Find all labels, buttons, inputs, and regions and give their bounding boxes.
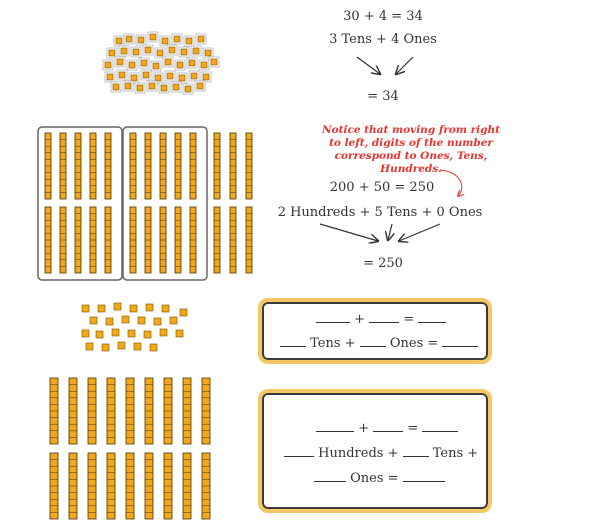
tens-label: Tens + [310, 336, 356, 351]
one-cube [189, 60, 195, 66]
ten-rod [145, 453, 153, 519]
one-cube [162, 38, 168, 44]
blank-tens-number[interactable] [373, 419, 403, 432]
one-cube [167, 73, 173, 79]
one-cube [117, 59, 123, 65]
one-cube [201, 62, 207, 68]
ten-rod [50, 453, 58, 519]
one-cube [112, 329, 119, 336]
exercise1-box [258, 298, 492, 364]
tens-label: Tens + [432, 446, 479, 461]
ones-cluster-example1 [103, 32, 219, 94]
tens-rods-exercise2 [50, 378, 210, 519]
one-cube [180, 309, 187, 316]
ten-rod [105, 207, 111, 273]
one-cube [129, 62, 135, 68]
one-cube [128, 330, 135, 337]
blank-hundreds-count[interactable] [284, 444, 314, 457]
blank-total[interactable] [422, 419, 458, 432]
one-cube [176, 330, 183, 337]
blank-tens-count[interactable] [403, 444, 429, 457]
ten-rod [75, 207, 81, 273]
one-cube [155, 75, 161, 81]
blank-ones-count[interactable] [360, 334, 386, 347]
ten-rod [50, 378, 58, 444]
one-cube [169, 47, 175, 53]
one-cube [197, 83, 203, 89]
ten-rod [164, 378, 172, 444]
ten-rod [90, 133, 96, 199]
ten-rod [160, 133, 166, 199]
one-cube [138, 317, 145, 324]
one-cube [205, 50, 211, 56]
one-cube [150, 34, 156, 40]
one-cube [145, 47, 151, 53]
ten-rod [246, 207, 252, 273]
ten-rod [105, 133, 111, 199]
example2-result: = 250 [363, 256, 403, 271]
example1-place-values: 3 Tens + 4 Ones [329, 32, 437, 47]
blank-total[interactable] [418, 310, 446, 323]
one-cube [134, 343, 141, 350]
ten-rod [130, 133, 136, 199]
one-cube [96, 331, 103, 338]
ones-cluster-exercise1 [82, 303, 187, 351]
blank-tens-count[interactable] [280, 334, 306, 347]
one-cube [105, 62, 111, 68]
ten-rod [107, 453, 115, 519]
ten-rod [60, 207, 66, 273]
ones-label: Ones = [389, 336, 439, 351]
one-cube [122, 316, 129, 323]
example2-equation: 200 + 50 = 250 [329, 180, 435, 195]
ten-rod [145, 378, 153, 444]
ten-rod [60, 133, 66, 199]
ten-rod [75, 133, 81, 199]
ten-rod [69, 453, 77, 519]
one-cube [131, 75, 137, 81]
ten-rod [175, 207, 181, 273]
one-cube [181, 49, 187, 55]
blank-tens-number[interactable] [316, 310, 350, 323]
ten-rod [202, 378, 210, 444]
ten-rod [183, 453, 191, 519]
ones-label: Ones = [350, 471, 399, 486]
ten-rod [90, 207, 96, 273]
blank-ones-number[interactable] [369, 310, 399, 323]
plus-sign: + [358, 421, 370, 436]
one-cube [186, 38, 192, 44]
ten-rod [175, 133, 181, 199]
one-cube [130, 305, 137, 312]
one-cube [90, 317, 97, 324]
arrow-right-example1 [396, 57, 413, 74]
one-cube [118, 342, 125, 349]
one-cube [161, 85, 167, 91]
one-cube [143, 72, 149, 78]
equals-sign: = [407, 421, 419, 436]
blank-hundreds-number[interactable] [316, 419, 354, 432]
ten-rod [214, 207, 220, 273]
one-cube [157, 50, 163, 56]
one-cube [170, 317, 177, 324]
one-cube [165, 59, 171, 65]
ten-rod [183, 378, 191, 444]
example2-place-values: 2 Hundreds + 5 Tens + 0 Ones [277, 205, 483, 220]
hundreds-label: Hundreds + [318, 446, 399, 461]
one-cube [121, 48, 127, 54]
one-cube [191, 73, 197, 79]
ten-rod [230, 207, 236, 273]
one-cube [203, 74, 209, 80]
ten-rod [190, 133, 196, 199]
one-cube [102, 344, 109, 351]
one-cube [185, 86, 191, 92]
ten-rod [126, 378, 134, 444]
ten-rod [145, 207, 151, 273]
one-cube [125, 83, 131, 89]
exercise2-box [258, 389, 492, 513]
one-cube [149, 83, 155, 89]
hundreds-and-tens-example2 [38, 127, 252, 280]
ten-rod [214, 133, 220, 199]
exercise2-addition-row [316, 419, 458, 436]
exercise1-addition-row [316, 310, 446, 327]
one-cube [141, 60, 147, 66]
one-cube [119, 72, 125, 78]
blank-result[interactable] [442, 334, 478, 347]
exercise2-place-value-row [284, 444, 478, 461]
ten-rod [130, 207, 136, 273]
place-value-note: Notice that moving from right to left, digits of the number correspond to Ones, Tens, Hundreds. [322, 124, 500, 175]
plus-sign: + [354, 312, 366, 327]
one-cube [82, 305, 89, 312]
ten-rod [88, 378, 96, 444]
equals-sign: = [403, 312, 415, 327]
blank-result[interactable] [403, 469, 445, 482]
arrow-left-example1 [357, 57, 380, 74]
one-cube [153, 63, 159, 69]
one-cube [173, 84, 179, 90]
one-cube [198, 36, 204, 42]
ten-rod [126, 453, 134, 519]
one-cube [86, 343, 93, 350]
arrow-left-example2 [320, 224, 378, 241]
example1-result: = 34 [367, 89, 399, 104]
one-cube [144, 331, 151, 338]
one-cube [179, 75, 185, 81]
blank-ones-count[interactable] [314, 469, 346, 482]
exercise2-ones-row [314, 469, 445, 486]
one-cube [174, 36, 180, 42]
ten-rod [160, 207, 166, 273]
ten-rod [230, 133, 236, 199]
one-cube [116, 38, 122, 44]
one-cube [98, 305, 105, 312]
one-cube [211, 59, 217, 65]
ten-rod [190, 207, 196, 273]
one-cube [133, 49, 139, 55]
one-cube [137, 85, 143, 91]
arrow-middle-example2 [388, 224, 392, 240]
one-cube [107, 74, 113, 80]
one-cube [160, 329, 167, 336]
one-cube [109, 50, 115, 56]
one-cube [193, 48, 199, 54]
ten-rod [246, 133, 252, 199]
ten-rod [69, 378, 77, 444]
example1-equation: 30 + 4 = 34 [343, 9, 423, 24]
one-cube [154, 318, 161, 325]
ten-rod [145, 133, 151, 199]
arrow-right-example2 [399, 224, 440, 241]
ten-rod [107, 378, 115, 444]
ten-rod [202, 453, 210, 519]
one-cube [162, 305, 169, 312]
ten-rod [88, 453, 96, 519]
one-cube [150, 344, 157, 351]
exercise1-place-value-row [280, 334, 478, 351]
one-cube [114, 303, 121, 310]
ten-rod [45, 207, 51, 273]
one-cube [106, 318, 113, 325]
one-cube [82, 330, 89, 337]
one-cube [146, 304, 153, 311]
ten-rod [164, 453, 172, 519]
one-cube [138, 37, 144, 43]
one-cube [126, 36, 132, 42]
one-cube [113, 84, 119, 90]
one-cube [177, 62, 183, 68]
ten-rod [45, 133, 51, 199]
